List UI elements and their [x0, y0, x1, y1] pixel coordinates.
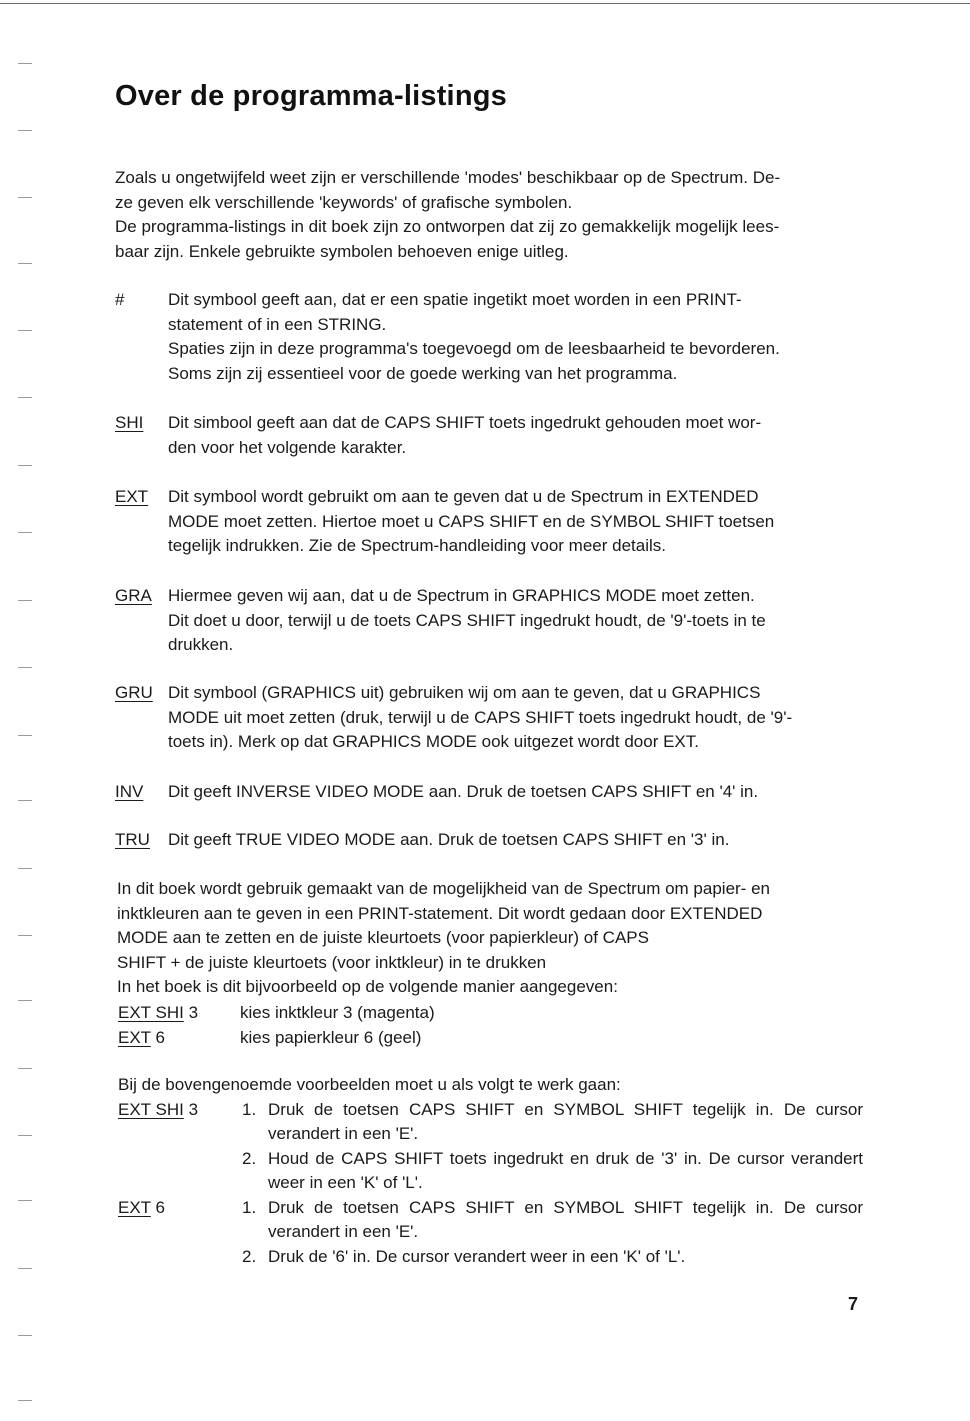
margin-tick — [18, 330, 32, 331]
description-line: Dit doet u door, terwijl u de toets CAPS SHIFT ingedrukt houdt, de '9'-toets in te — [168, 610, 766, 630]
margin-tick — [18, 197, 32, 198]
symbol-entry-ext — [115, 485, 860, 559]
margin-tick — [18, 1068, 32, 1069]
description-line: den voor het volgende karakter. — [168, 437, 407, 457]
margin-tick — [18, 868, 32, 869]
symbol-label: GRU — [115, 683, 153, 702]
symbol-label: EXT — [115, 487, 149, 506]
margin-tick — [18, 1200, 32, 1201]
example-number: 6 — [155, 1028, 165, 1047]
step-number: 1. — [242, 1197, 257, 1217]
margin-tick — [18, 465, 32, 466]
intro-line: baar zijn. Enkele gebruikte symbolen behoeven enige uitleg. — [115, 241, 569, 261]
margin-tick — [18, 63, 32, 64]
margin-tick — [18, 1400, 32, 1401]
step-number: 2. — [242, 1148, 257, 1168]
step-item — [242, 1245, 863, 1270]
margin-tick — [18, 1268, 32, 1269]
symbol-description — [168, 288, 860, 386]
color-line: SHIFT + de juiste kleurtoets (voor inktkleur) in te drukken — [117, 952, 547, 972]
intro-line: Zoals u ongetwijfeld weet zijn er verschillende 'modes' beschikbaar op de Spectrum. De- — [115, 168, 781, 187]
step-group-number: 3 — [188, 1099, 199, 1119]
symbol-entry-inv — [115, 780, 860, 805]
top-rule — [0, 3, 970, 4]
step-number: 2. — [242, 1246, 257, 1266]
step-item — [242, 1098, 863, 1147]
symbol-entry-gra — [115, 584, 860, 658]
step-group-ext — [118, 1196, 863, 1270]
description-line: Dit simbool geeft aan dat de CAPS SHIFT toets ingedrukt gehouden moet wor- — [168, 413, 762, 432]
margin-tick — [18, 600, 32, 601]
intro-line: De programma-listings in dit boek zijn zo ontworpen dat zij zo gemakkelijk mogelijk lees- — [115, 217, 780, 236]
color-line: MODE aan te zetten en de juiste kleurtoets (voor papierkleur) of CAPS — [117, 928, 649, 947]
step-group-key: EXT SHI — [118, 1099, 184, 1119]
description-line: toets in). Merk op dat GRAPHICS MODE ook uitgezet wordt door EXT. — [168, 732, 699, 751]
margin-tick — [18, 800, 32, 801]
description-line: Soms zijn zij essentieel voor de goede werking van het programma. — [168, 363, 678, 383]
symbol-description — [168, 780, 860, 805]
margin-tick — [18, 1135, 32, 1136]
step-item — [242, 1196, 863, 1245]
page-title: Over de programma-listings — [115, 80, 507, 112]
step-number: 1. — [242, 1099, 257, 1119]
symbol-label: GRA — [115, 586, 152, 605]
symbol-entry-shi — [115, 411, 860, 460]
color-paragraph — [117, 877, 862, 1000]
description-line: Dit geeft INVERSE VIDEO MODE aan. Druk de toetsen CAPS SHIFT en '4' in. — [168, 782, 759, 801]
margin-tick — [18, 667, 32, 668]
example-key: EXT SHI — [118, 1003, 184, 1022]
steps-intro: Bij de bovengenoemde voorbeelden moet u als volgt te werk gaan: — [118, 1075, 621, 1094]
description-line: tegelijk indrukken. Zie de Spectrum-handleiding voor meer details. — [168, 536, 666, 555]
example-description: kies inktkleur 3 (magenta) — [240, 1003, 435, 1022]
description-line: drukken. — [168, 635, 234, 654]
margin-ticks — [18, 0, 38, 1421]
color-line: In het boek is dit bijvoorbeeld op de volgende manier aangegeven: — [117, 977, 618, 996]
symbol-label: # — [115, 290, 125, 309]
step-text: Druk de '6' in. De cursor verandert weer in een 'K' of 'L'. — [268, 1246, 686, 1266]
description-line: Dit geeft TRUE VIDEO MODE aan. Druk de toetsen CAPS SHIFT en '3' in. — [168, 830, 730, 849]
description-line: Dit symbool (GRAPHICS uit) gebruiken wij om aan te geven, dat u GRAPHICS — [168, 683, 761, 702]
symbol-description — [168, 584, 860, 658]
example-number: 3 — [188, 1003, 199, 1022]
example-key: EXT — [118, 1028, 151, 1047]
description-line: statement of in een STRING. — [168, 314, 387, 334]
symbol-description — [168, 828, 860, 853]
example-description: kies papierkleur 6 (geel) — [240, 1028, 422, 1047]
intro-paragraph — [115, 166, 860, 264]
symbol-label: SHI — [115, 413, 144, 432]
description-line: Dit symbool wordt gebruikt om aan te geven dat u de Spectrum in EXTENDED — [168, 487, 759, 506]
description-line: Spaties zijn in deze programma's toegevoegd om de leesbaarheid te bevorderen. — [168, 339, 780, 358]
description-line: Dit symbool geeft aan, dat er een spatie ingetikt moet worden in een PRINT- — [168, 290, 742, 309]
intro-line: ze geven elk verschillende 'keywords' of grafische symbolen. — [115, 192, 573, 212]
margin-tick — [18, 1000, 32, 1001]
color-line: inktkleuren aan te geven in een PRINT-statement. Dit wordt gedaan door EXTENDED — [117, 903, 763, 923]
step-group-ext-shi — [118, 1098, 863, 1196]
margin-tick — [18, 532, 32, 533]
margin-tick — [18, 130, 32, 131]
step-text: Houd de CAPS SHIFT toets ingedrukt en druk de '3' in. De cursor verandert weer in een 'K' of 'L'. — [268, 1148, 863, 1192]
margin-tick — [18, 935, 32, 936]
step-text: Druk de toetsen CAPS SHIFT en SYMBOL SHIFT tegelijk in. De cursor verandert in een 'E'. — [268, 1197, 863, 1241]
description-line: MODE uit moet zetten (druk, terwijl u de CAPS SHIFT toets ingedrukt houdt, de '9'- — [168, 707, 793, 727]
step-text: Druk de toetsen CAPS SHIFT en SYMBOL SHIFT tegelijk in. De cursor verandert in een 'E'. — [268, 1099, 863, 1143]
symbol-description — [168, 485, 860, 559]
step-group-number: 6 — [155, 1197, 165, 1217]
margin-tick — [18, 735, 32, 736]
symbol-entry-hash — [115, 288, 860, 386]
symbol-entry-tru — [115, 828, 860, 853]
margin-tick — [18, 1335, 32, 1336]
symbol-entry-gru — [115, 681, 860, 755]
margin-tick — [18, 397, 32, 398]
symbol-label: INV — [115, 782, 144, 801]
color-example-paper — [118, 1026, 863, 1051]
step-group-key: EXT — [118, 1197, 151, 1217]
description-line: MODE moet zetten. Hiertoe moet u CAPS SHIFT en de SYMBOL SHIFT toetsen — [168, 511, 775, 531]
color-line: In dit boek wordt gebruik gemaakt van de mogelijkheid van de Spectrum om papier- en — [117, 879, 770, 898]
symbol-description — [168, 681, 860, 755]
margin-tick — [18, 263, 32, 264]
step-item — [242, 1147, 863, 1196]
color-example-ink — [118, 1001, 863, 1026]
page-number: 7 — [848, 1294, 859, 1314]
steps-section — [118, 1073, 863, 1269]
symbol-label: TRU — [115, 830, 150, 849]
symbol-description — [168, 411, 860, 460]
description-line: Hiermee geven wij aan, dat u de Spectrum in GRAPHICS MODE moet zetten. — [168, 586, 755, 605]
